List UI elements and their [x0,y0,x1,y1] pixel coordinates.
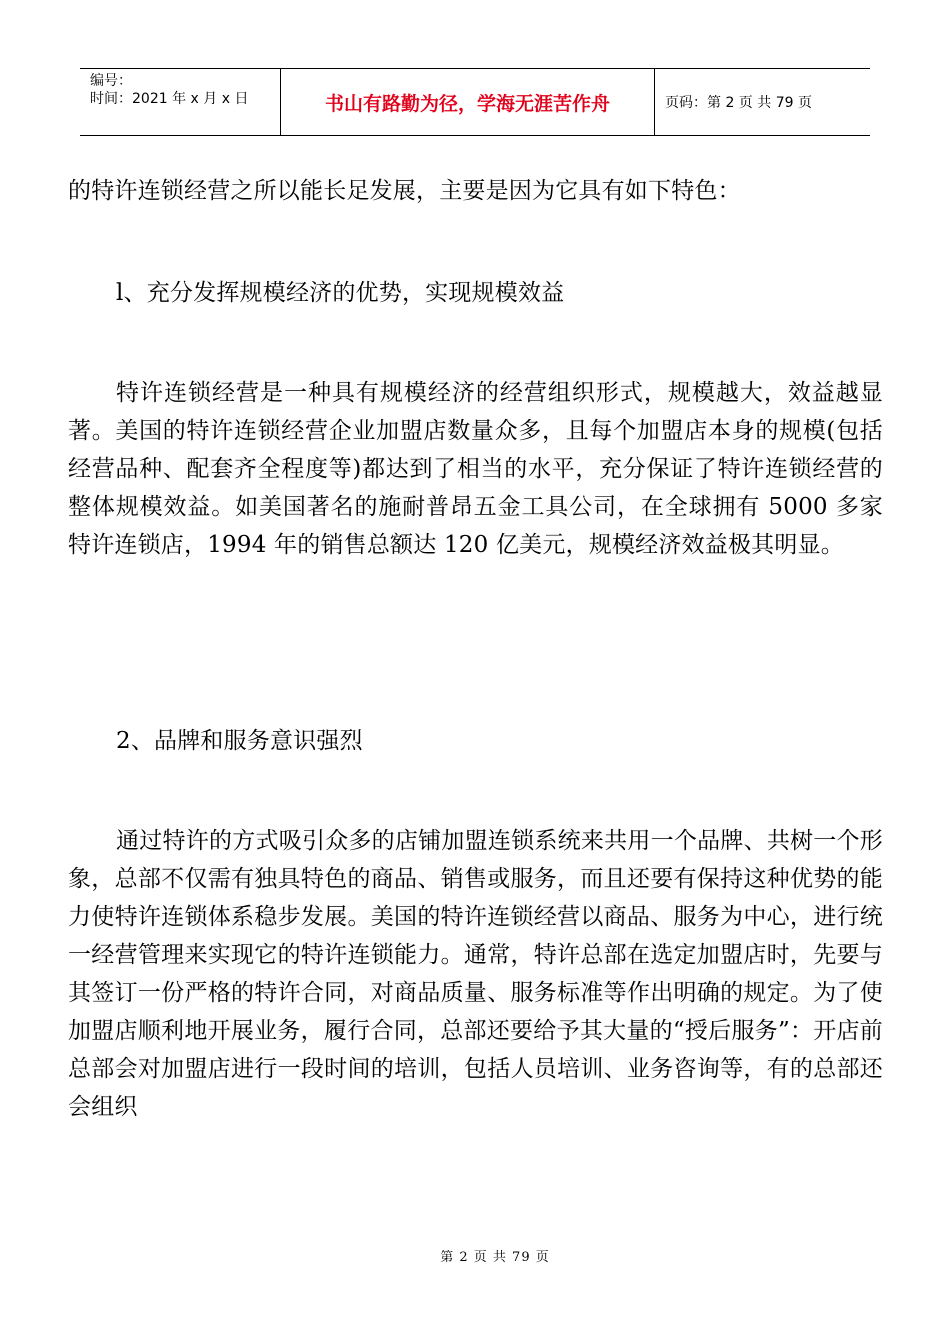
time-label: 时间：2021 年 x 月 x 日 [90,91,249,107]
document-header [80,68,870,136]
page-footer [0,1246,950,1265]
intro-line: 的特许连锁经营之所以能长足发展，主要是因为它具有如下特色： [68,178,741,204]
header-meta-cell [80,69,281,135]
section-heading-2: 2、品牌和服务意识强烈 [116,728,363,754]
section-heading-1: l、充分发挥规模经济的优势，实现规模效益 [116,280,565,306]
intro-line-block [68,172,883,210]
header-motto-cell [281,69,655,135]
paragraph-2: 通过特许的方式吸引众多的店铺加盟连锁系统来共用一个品牌、共树一个形象，总部不仅需有独具特色的商品、销售或服务，而且还要有保持这种优势的能力使特许连锁体系稳步发展。美国的特许连锁经营以商品、服务为中心，进行统一经营管理来实现它的特许连锁能力。通常，特许总部在选定加盟店时，先要与其签订一份严格的特许合同，对商品质量、服务标准等作出明确的规定。为了使加盟店顺利地开展业务，履行合同，总部还要给予其大量的“授后服务”：开店前总部会对加盟店进行一段时间的培训，包括人员培训、业务咨询等，有的总部还会组织 [68,828,883,1120]
heading-2-block [68,722,883,760]
heading-1-block [68,274,883,312]
paragraph-2-block [68,822,883,1126]
header-page-cell [655,69,870,135]
page-info: 页码：第 2 页 共 79 页 [665,95,812,111]
paragraph-1-block [68,374,883,564]
paragraph-1: 特许连锁经营是一种具有规模经济的经营组织形式，规模越大，效益越显著。美国的特许连锁经营企业加盟店数量众多，且每个加盟店本身的规模(包括经营品种、配套齐全程度等)都达到了相当的水平，充分保证了特许连锁经营的整体规模效益。如美国著名的施耐普昂五金工具公司，在全球拥有 5000 多家特许连锁店，1994 年的销售总额达 120 亿美元，规模经济效益极其明显。 [68,380,883,558]
number-label: 编号： [90,73,132,89]
footer-page-number: 第 2 页 共 79 页 [440,1250,550,1265]
motto-text: 书山有路勤为径，学海无涯苦作舟 [324,92,610,115]
